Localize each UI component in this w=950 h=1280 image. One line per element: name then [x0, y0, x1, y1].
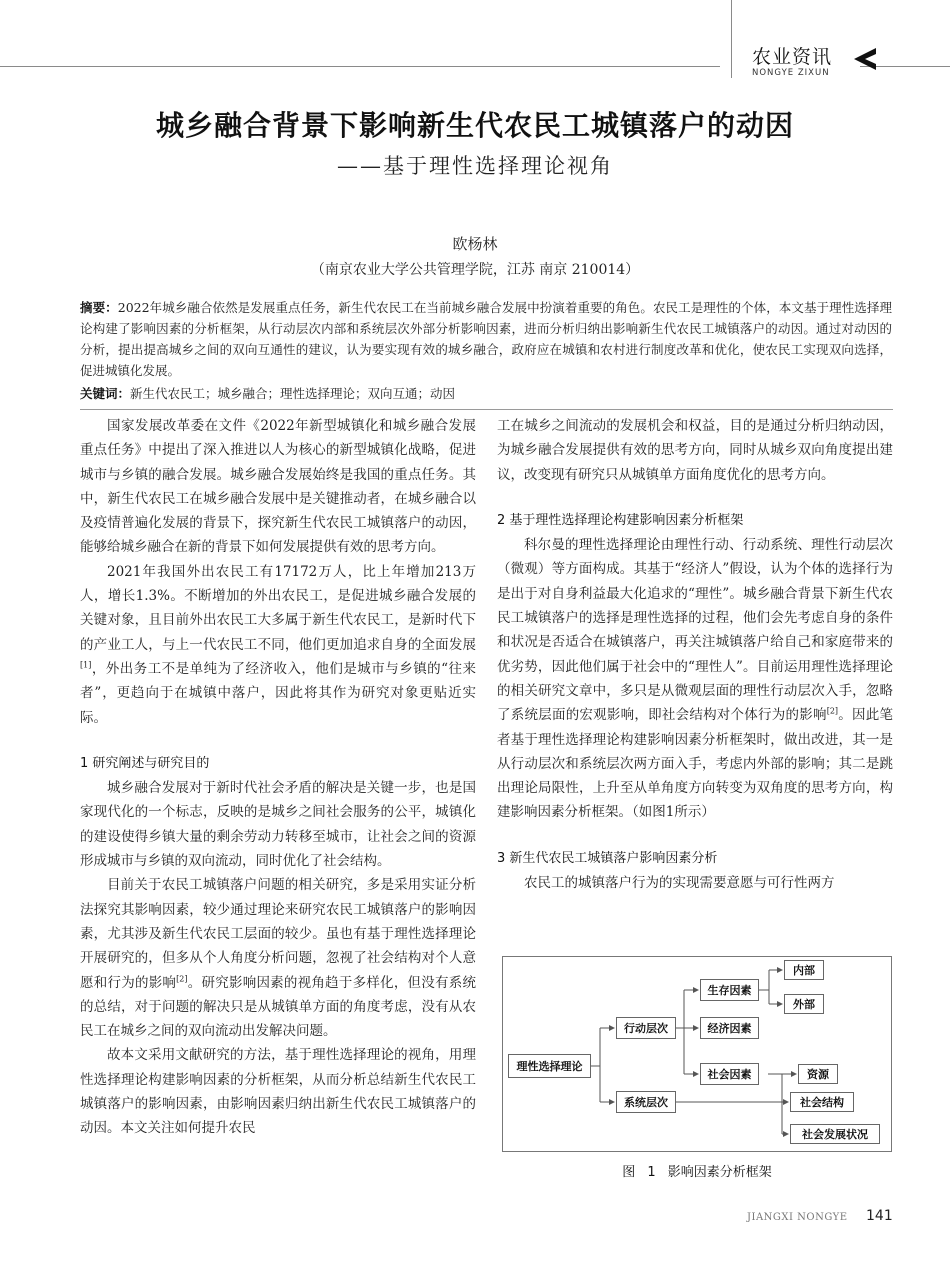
node-resources: 资源 [798, 1064, 838, 1084]
node-social-structure: 社会结构 [790, 1092, 854, 1112]
header-divider [731, 0, 732, 78]
paragraph-text: 目前关于农民工城镇落户问题的相关研究，多是采用实证分析法探究其影响因素，较少通过理论来研究农民工城镇落户的影响因素，尤其涉及新生代农民工层面的较少。虽也有基于理性选择理论开展研究的，但多从个人角度分析问题，忽视了社会结构对个人意愿和行为的影响 [80, 877, 476, 991]
paragraph: 农民工的城镇落户行为的实现需要意愿与可行性两方 [524, 875, 835, 892]
node-root: 理性选择理论 [508, 1054, 591, 1078]
page-number: 141 [866, 1208, 893, 1224]
paragraph [497, 533, 893, 825]
paragraph [80, 873, 476, 1043]
node-social-development: 社会发展状况 [790, 1124, 880, 1144]
citation: [2] [176, 974, 188, 984]
keywords-label: 关键词： [80, 386, 131, 401]
abstract [80, 297, 892, 381]
paragraph-text: 。研究影响因素的视角趋于多样化，但没有系统的总结，对于问题的解决只是从城镇单方面的角度考虑，没有从农民工在城乡之间的双向流动出发解决问题。 [80, 974, 477, 1040]
paragraph: 工在城乡之间流动的发展机会和权益，目的是通过分析归纳动因，为城乡融合发展提供有效的思考方向，同时从城乡双向角度提出建议，改变现有研究只从城镇单方面角度优化的思考方向。 [497, 418, 893, 483]
paragraph [80, 560, 476, 730]
citation: [2] [826, 706, 839, 716]
chevron-left-icon [850, 45, 880, 73]
footer-journal: JIANGXI NONGYE [747, 1212, 848, 1223]
paragraph-text: 科尔曼的理性选择理论由理性行动、行动系统、理性行动层次（微观）等方面构成。其基于“经济人”假设，认为个体的选择行为是出于对自身利益最大化追求的“理性”。城乡融合背景下新生代农民工城镇落户的选择是理性选择的过程，他们会先考虑自身的条件和状况是否适合在城镇落户，再关注城镇落户给自己和家庭带来的优劣势，因此他们属于社会中的“理性人”。目前运用理性选择理论的相关研究文章中，多只是从微观层面的理性行动层次入手，忽略了系统层面的宏观影响，即社会结构对个体行为的影响 [497, 537, 893, 724]
column-name-en: NONGYE ZIXUN [752, 68, 830, 78]
section-heading-3: 3 新生代农民工城镇落户影响因素分析 [497, 850, 718, 866]
paragraph: 国家发展改革委在文件《2022年新型城镇化和城乡融合发展重点任务》中提出了深入推进以人为核心的新型城镇化战略，促进城市与乡镇的融合发展。城乡融合发展始终是我国的重点任务。其中，新生代农民工在城乡融合发展中是关键推动者，在城乡融合以及疫情普遍化发展的背景下，探究新生代农民工城镇落户的动因，能够给城乡融合在新的背景下如何发展提供有效的思考方向。 [80, 418, 476, 556]
body-column-right [497, 414, 893, 895]
header-rule [0, 66, 720, 67]
section-heading-2: 2 基于理性选择理论构建影响因素分析框架 [497, 512, 744, 528]
keywords [80, 383, 892, 404]
abstract-rule [80, 409, 893, 410]
paragraph-text: 2021年我国外出农民工有17172万人，比上年增加213万人，增长1.3%。不断增加的外出农民工，是促进城乡融合发展的关键对象，且目前外出农民工大多属于新生代农民工，是新时代下的产业工人，与上一代农民工不同，他们更加追求自身的全面发展 [80, 563, 476, 653]
section-heading-1: 1 研究阐述与研究目的 [80, 755, 210, 771]
citation: [1] [80, 660, 92, 670]
paragraph: 故本文采用文献研究的方法，基于理性选择理论的视角，用理性选择理论构建影响因素的分析框架，从而分析总结新生代农民工城镇落户的影响因素，由影响因素归纳出新生代农民工城镇落户的动因。本文关注如何提升农民 [80, 1047, 476, 1137]
paragraph-text: ，外出务工不是单纯为了经济收入，他们是城市与乡镇的“往来者”，更趋向于在城镇中落户，因此将其作为研究对象更贴近实际。 [80, 660, 476, 726]
body-column-left [80, 414, 476, 1141]
figure-diagram [502, 956, 892, 1152]
node-social-factor: 社会因素 [700, 1063, 759, 1085]
paragraph: 城乡融合发展对于新时代社会矛盾的解决是关键一步，也是国家现代化的一个标志，反映的是城乡之间社会服务的公平，城镇化的建设使得乡镇大量的剩余劳动力转移至城市，让社会之间的资源形成城市与乡镇的双向流动，同时优化了社会结构。 [80, 780, 476, 870]
node-survival-factor: 生存因素 [700, 979, 759, 1001]
node-internal: 内部 [784, 960, 824, 980]
paragraph-text: 。因此笔者基于理性选择理论构建影响因素分析框架时，做出改进，其一是从行动层次和系统层次两方面入手，考虑内外部的影响；其二是跳出理论局限性，上升至从单角度方向转变为双角度的思考方向，构建影响因素分析框架。（如图1所示） [497, 707, 894, 821]
node-system-level: 系统层次 [616, 1091, 676, 1113]
node-action-level: 行动层次 [616, 1017, 676, 1039]
column-name: 农业资讯 [752, 46, 833, 68]
affiliation: （南京农业大学公共管理学院，江苏 南京 210014） [310, 262, 640, 278]
article-title: 城乡融合背景下影响新生代农民工城镇落户的动因 [155, 109, 794, 142]
abstract-text: 2022年城乡融合依然是发展重点任务，新生代农民工在当前城乡融合发展中扮演着重要的角色。农民工是理性的个体，本文基于理性选择理论构建了影响因素的分析框架，从行动层次内部和系统层次外部分析影响因素，进而分析归纳出影响新生代农民工城镇落户的动因。通过对动因的分析，提出提高城乡之间的双向互通性的建议，认为要实现有效的城乡融合，政府应在城镇和农村进行制度改革和优化，使农民工实现双向选择，促进城镇化发展。 [80, 300, 892, 378]
keywords-text: 新生代农民工；城乡融合；理性选择理论；双向互通；动因 [130, 386, 456, 401]
node-economic-factor: 经济因素 [700, 1017, 759, 1039]
abstract-label: 摘要： [80, 300, 118, 315]
article-subtitle: ——基于理性选择理论视角 [337, 154, 613, 178]
author: 欧杨林 [452, 235, 498, 253]
node-external: 外部 [784, 994, 824, 1014]
figure-caption: 图 1 影响因素分析框架 [622, 1165, 772, 1180]
